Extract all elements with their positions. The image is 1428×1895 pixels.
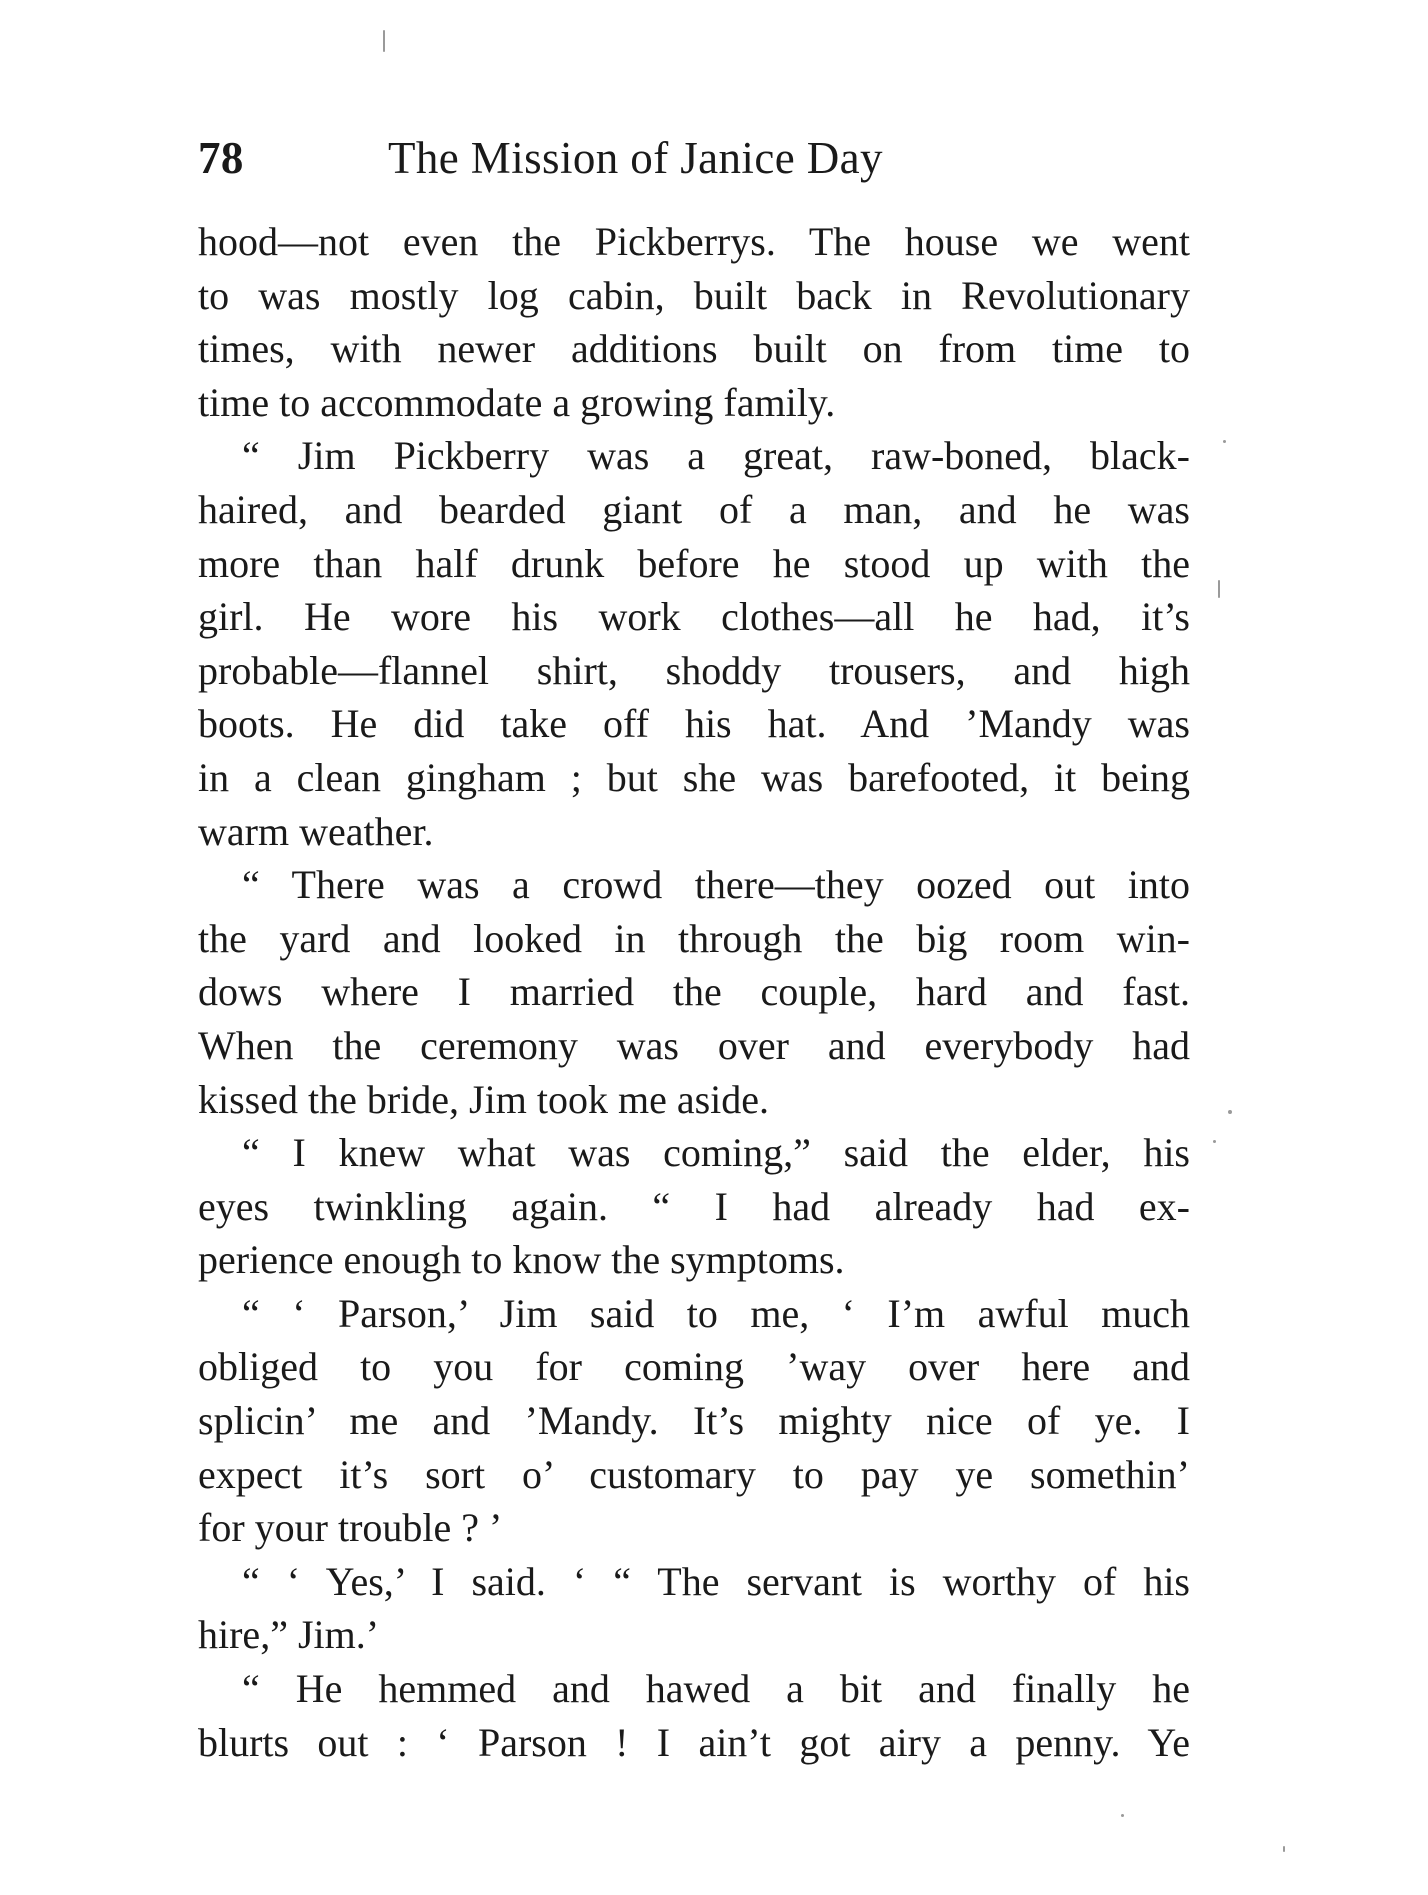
scan-speck (1223, 440, 1226, 443)
text-line: warm weather. (198, 808, 434, 854)
page-number: 78 (198, 133, 244, 183)
text-line: “ He hemmed and hawed a bit and finally he (242, 1666, 1190, 1712)
text-line: boots. He did take off his hat. And ’Mandy was (198, 701, 1190, 747)
text-line: “ Jim Pickberry was a great, raw-boned, black- (242, 433, 1190, 479)
scan-speck (1213, 1140, 1216, 1143)
text-line: splicin’ me and ’Mandy. It’s mighty nice of ye. I (198, 1398, 1190, 1444)
text-line: dows where I married the couple, hard and fast. (198, 969, 1190, 1015)
text-line: “ There was a crowd there—they oozed out into (242, 862, 1190, 908)
text-line: kissed the bride, Jim took me aside. (198, 1076, 770, 1122)
text-line: perience enough to know the symptoms. (198, 1237, 845, 1283)
scan-speck (1218, 580, 1220, 598)
text-line: When the ceremony was over and everybody had (198, 1022, 1190, 1068)
scan-speck (383, 30, 385, 52)
text-line: more than half drunk before he stood up with the (198, 540, 1190, 586)
text-line: to was mostly log cabin, built back in Revolutionary (198, 272, 1190, 318)
text-line: expect it’s sort o’ customary to pay ye somethin’ (198, 1451, 1190, 1497)
scan-speck (1121, 1814, 1124, 1817)
text-line: for your trouble ? ’ (198, 1505, 503, 1551)
text-line: probable—flannel shirt, shoddy trousers, and high (198, 647, 1190, 693)
scan-speck (1283, 1846, 1285, 1852)
text-line: obliged to you for coming ’way over here and (198, 1344, 1190, 1390)
book-title: The Mission of Janice Day (388, 133, 883, 183)
text-line: “ ‘ Parson,’ Jim said to me, ‘ I’m awful much (242, 1290, 1190, 1336)
text-line: “ ‘ Yes,’ I said. ‘ “ The servant is worthy of his (242, 1558, 1190, 1604)
text-line: hood—not even the Pickberrys. The house we went (198, 219, 1190, 264)
running-head (198, 128, 1008, 188)
text-line: haired, and bearded giant of a man, and he was (198, 486, 1190, 532)
text-line: times, with newer additions built on from time to (198, 326, 1190, 372)
text-line: in a clean gingham ; but she was barefooted, it being (198, 754, 1190, 800)
text-line: hire,” Jim.’ (198, 1612, 380, 1658)
text-line: the yard and looked in through the big room win- (198, 915, 1190, 961)
text-line: time to accommodate a growing family. (198, 379, 836, 425)
text-line: “ I knew what was coming,” said the elder, his (242, 1130, 1190, 1176)
text-line: girl. He wore his work clothes—all he had, it’s (198, 594, 1190, 640)
text-line: blurts out : ‘ Parson ! I ain’t got airy a penny. Ye (198, 1719, 1190, 1765)
scan-speck (1228, 1110, 1232, 1114)
text-line: eyes twinkling again. “ I had already had ex- (198, 1183, 1190, 1229)
body-text (198, 215, 1190, 1769)
